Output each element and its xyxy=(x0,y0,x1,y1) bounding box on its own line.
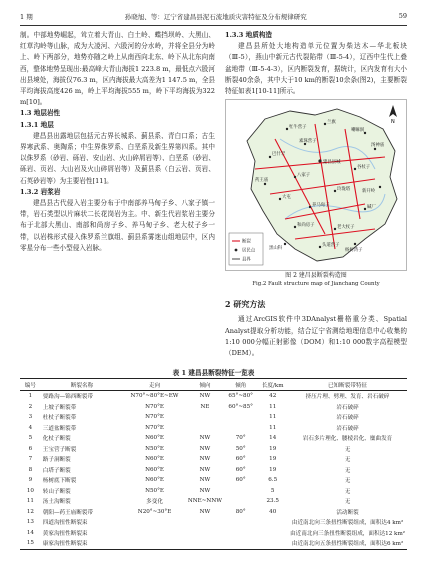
table-cell: 13 xyxy=(26,519,34,526)
table-cell: 白塔子断裂 xyxy=(42,467,71,474)
place-label: 巴什罕 xyxy=(272,152,286,158)
table-cell: 10 xyxy=(26,487,34,494)
paragraph-magmatic: 建昌县古代侵入岩主要分布于中南部养马甸子乡、八家子镇一带，岩石类型以片麻状二长花岗岩为主。中、新生代岩浆岩主要分布于北部大黑山、南部和尚房子乡、养马甸子乡、老大杖子乡一带，以岩株形式侵入侏罗系兰旗组、蓟县系雾迷山组地层中，区内零星分布一些小型侵入岩脉。 xyxy=(20,199,215,252)
heading-1-3-3: 1.3.3 地质构造 xyxy=(225,31,273,39)
running-header xyxy=(20,10,407,22)
table-cell: 由近南北向五条扭性断裂组成，面积达6 km² xyxy=(291,541,404,548)
place-label: 碱厂 xyxy=(367,205,376,211)
table-row xyxy=(20,412,407,423)
table-cell: 路子洞断裂 xyxy=(42,457,71,464)
table-cell xyxy=(123,517,186,528)
table-cell: 岩石破碎 xyxy=(336,425,359,432)
table-cell: 无 xyxy=(344,446,351,453)
table-cell: 11 xyxy=(269,414,277,421)
page-number: 59 xyxy=(398,12,407,20)
table-cell xyxy=(257,538,288,549)
table-cell: 15 xyxy=(26,540,34,547)
table-cell xyxy=(186,412,224,423)
table-cell: 三道盆断裂带 xyxy=(42,425,77,432)
table-cell: NW xyxy=(199,508,211,515)
issue-label: 1 期 xyxy=(20,12,33,21)
place-label: 兰旗 xyxy=(327,120,336,126)
table-cell: 19 xyxy=(269,445,277,452)
table-cell: 9 xyxy=(28,477,33,484)
table-cell: N60°E xyxy=(145,477,164,484)
table-cell xyxy=(224,423,257,434)
table-cell: 60° xyxy=(235,466,246,473)
table-cell: NW xyxy=(199,445,211,452)
table-cell: 7 xyxy=(28,456,33,463)
table-cell: 14 xyxy=(269,435,277,442)
table-cell xyxy=(123,538,186,549)
table-row xyxy=(20,454,407,465)
col-header: 长度/km xyxy=(261,382,284,389)
table-row xyxy=(20,486,407,497)
table-cell xyxy=(186,423,224,434)
table-cell xyxy=(257,528,288,539)
table-cell: N60°E xyxy=(145,435,164,442)
table-cell: 3 xyxy=(28,414,33,421)
table-cell: 杜杖子断裂带 xyxy=(42,415,77,422)
paragraph-terrain: 制。中部地势崛起，耸立着大青山、白土岭、蝶挡坝岭、大黑山、红草沟岭等山脉，成为大凌河、六股河的分水岭，并将全县分为岭上、岭下两部分，地势亦随之岭上从南西向北东、岭下从北东向南西，整体地势呈现出:最高峰大青山海拔1 223.8 m，最低点六股河出县境处，海拔仅76.3 m，区内海拔最大高差为1 147.5 m，全县平均海拔高度426 m，岭上平均海拔555 m，岭下平均海拔为322 m[10]。 xyxy=(20,31,216,107)
table-cell: 黄家沟扭性断裂束 xyxy=(42,530,88,537)
table-cell: 化杖子断裂 xyxy=(42,436,71,443)
table-cell xyxy=(186,528,224,539)
col-header: 已知断裂带特征 xyxy=(327,382,368,389)
table-cell: N70°E xyxy=(145,403,164,410)
table-cell: N70°~80°E~EW xyxy=(130,393,179,400)
table-cell: 19 xyxy=(269,466,277,473)
table-cell: 11 xyxy=(269,403,277,410)
table-cell: 50° xyxy=(235,445,246,452)
table-cell: 5 xyxy=(28,435,33,442)
table-cell: 12 xyxy=(26,508,34,515)
legend-fault: 断裂 xyxy=(242,239,251,245)
place-label: 牤牛营子 xyxy=(289,125,307,131)
paragraph-structure: 建昌县所处大地构造单元位置为柴达木—华北板块（Ⅲ-5），燕山中新元古代裂陷带（Ⅲ-5-4），辽西中生代上叠盆地带（Ⅲ-5-4-3），区内断裂发育，据统计，区内发育有大小断裂40余条，其中大于10 km的断裂10余条(图2)，主要断裂特征如表1[10-11]所示。 xyxy=(225,42,407,96)
table-cell: 60° xyxy=(235,477,246,484)
place-label: 和尚房子 xyxy=(297,223,315,229)
place-label: 杨树湾子 xyxy=(345,248,363,254)
table-cell: NW xyxy=(199,487,211,494)
table-row xyxy=(20,465,407,476)
table-row xyxy=(20,517,407,528)
table-cell: 2 xyxy=(28,403,33,410)
table-cell: 汤土沟断裂 xyxy=(42,499,71,506)
table-row xyxy=(20,507,407,518)
table-cell xyxy=(224,538,257,549)
table-cell: 无 xyxy=(344,478,351,485)
place-label: 汤神庙 xyxy=(371,143,385,149)
place-label: 玲珑塔 xyxy=(337,187,351,193)
fault-map-figure xyxy=(225,99,407,271)
table-row xyxy=(20,528,407,539)
table-cell: 杨树底下断裂 xyxy=(42,478,77,485)
table-row xyxy=(20,538,407,549)
table-cell: 无 xyxy=(344,457,351,464)
table-cell: 4 xyxy=(28,424,33,431)
section-2-heading: 2 研究方法 xyxy=(225,299,266,310)
table-cell: NW xyxy=(199,477,211,484)
table-cell: 由近南北向三条扭性断裂组成，面积达12 km² xyxy=(290,530,405,537)
table-cell: 6.5 xyxy=(268,477,278,484)
table-cell: 挤压片理、劈理、发育、岩石破碎 xyxy=(305,394,390,401)
table-cell: NW xyxy=(199,393,211,400)
table-row xyxy=(20,496,407,507)
table-cell: 40 xyxy=(269,508,277,515)
table-cell: 65°~80° xyxy=(228,393,253,400)
col-header: 编号 xyxy=(24,382,36,389)
table-cell: 19 xyxy=(269,456,277,463)
table-title: 表 1 建昌县断裂特征一览表 xyxy=(172,369,255,377)
col-header: 倾角 xyxy=(235,382,247,389)
table-cell: N50°E xyxy=(145,445,164,452)
table-row xyxy=(20,433,407,444)
table-cell: 岩石破碎 xyxy=(336,415,359,422)
table-cell: 上坡子断裂带 xyxy=(42,404,77,411)
table-row xyxy=(20,391,407,402)
table-cell xyxy=(186,538,224,549)
table-cell: 1 xyxy=(28,393,33,400)
place-label: 养马甸子 xyxy=(312,203,330,209)
table-cell: 14 xyxy=(26,529,34,536)
place-label: 新开岭 xyxy=(362,189,376,195)
right-column xyxy=(225,30,407,359)
place-label: 喇嘛洞 xyxy=(351,128,365,134)
place-label: 药王庙 xyxy=(255,178,269,184)
table-cell: N50°E xyxy=(145,487,164,494)
legend-boundary: 县界 xyxy=(242,257,251,263)
left-column xyxy=(20,30,215,254)
table-cell: 5 xyxy=(270,487,275,494)
table-cell: NW xyxy=(199,466,211,473)
table-cell: 四道沟扭性断裂束 xyxy=(42,520,88,527)
table-cell: 无 xyxy=(344,499,351,506)
table-row xyxy=(20,402,407,413)
table-cell: 康家沟扭性断裂束 xyxy=(42,541,88,548)
table-cell xyxy=(224,486,257,497)
legend-settlement: 居民点 xyxy=(242,248,256,254)
svg-text:N: N xyxy=(391,119,395,126)
table-cell xyxy=(224,517,257,528)
map-legend xyxy=(229,233,263,265)
place-label: 建昌县城 xyxy=(323,160,341,166)
place-label: 老大杖子 xyxy=(337,225,355,231)
table-cell: NW xyxy=(199,456,211,463)
col-header: 走向 xyxy=(148,382,161,389)
table-cell: 由近南北向三条扭性断裂组成，面积达4 km² xyxy=(291,520,404,527)
place-label: 大屯 xyxy=(282,195,291,201)
heading-1-3-2: 1.3.2 岩浆岩 xyxy=(20,187,61,196)
figure-caption-en: Fig.2 Fault structure map of Jianchang County xyxy=(252,281,380,288)
header-rule xyxy=(20,25,407,26)
table-cell: 转山子断裂 xyxy=(42,488,71,495)
table-cell: 8 xyxy=(28,466,33,473)
place-label: 素珠营子 xyxy=(299,139,317,145)
place-label: 八家子 xyxy=(297,173,311,179)
table-cell: N70°E xyxy=(145,424,164,431)
heading-1-3-1: 1.3.1 地层 xyxy=(20,120,54,129)
figure-caption-cn: 图 2 建昌县断裂构造图 xyxy=(285,272,347,280)
table-cell xyxy=(123,528,186,539)
table-cell: 活动断裂 xyxy=(336,509,359,516)
paragraph-strata: 建昌县出露地层包括元古界长城系、蓟县系、青白口系；古生界寒武系、奥陶系；中生界侏罗系、白垩系及新生界第四系。其中以侏罗系（砂岩、砾岩、安山岩、火山碎屑岩等）、白垩系（砂岩、砾岩、页岩、大山岩及火山碎屑岩等）及蓟县系（白云岩、页岩、石英砂岩等）为主要岩性[11]。 xyxy=(20,131,215,185)
table-cell: NE xyxy=(200,403,210,410)
table-cell: N70°E xyxy=(145,414,164,421)
table-cell: N60°E xyxy=(145,456,164,463)
table-cell: NW xyxy=(199,435,211,442)
place-label: 谷杖子 xyxy=(357,165,371,171)
place-label: 头道营子 xyxy=(322,243,340,249)
table-cell: 无 xyxy=(344,488,351,495)
table-cell: 80° xyxy=(235,508,246,515)
table-cell: 6 xyxy=(28,445,33,452)
table-cell: 王宝营子断裂 xyxy=(42,446,77,453)
table-cell xyxy=(186,517,224,528)
table-cell: 11 xyxy=(269,424,277,431)
table-cell: 无 xyxy=(344,467,351,474)
table-row xyxy=(20,423,407,434)
table-cell: 60° xyxy=(235,456,246,463)
col-header: 倾向 xyxy=(199,382,211,389)
table-cell xyxy=(224,496,257,507)
table-row xyxy=(20,475,407,486)
paragraph-method: 通过ArcGIS软件中3DAnalyst栅格重分类、Spatial Analyst提取分析功能，结合辽宁省测绘地理信息中心收集的1:10 000分幅正射影像（DOM）和1:10 000数字高程模型（DEM）。 xyxy=(225,315,407,358)
place-label: 黑山科 xyxy=(269,246,283,252)
table-cell: N20°~30°E xyxy=(137,508,172,515)
table-cell: 岩石破碎 xyxy=(336,404,359,411)
table-cell: 11 xyxy=(26,498,34,505)
fault-table xyxy=(20,378,407,550)
heading-1-3: 1.3 地层岩性 xyxy=(20,109,61,118)
fault-map xyxy=(225,99,407,271)
table-cell: 70° xyxy=(235,435,246,442)
table-cell xyxy=(224,412,257,423)
table-cell: 42 xyxy=(269,393,277,400)
table-cell xyxy=(224,528,257,539)
table-cell: 23.5 xyxy=(266,498,279,505)
table-cell: 朝阳—药王庙断裂带 xyxy=(42,509,94,516)
table-row xyxy=(20,444,407,455)
col-header: 断裂名称 xyxy=(70,382,94,389)
table-cell: 多变化 xyxy=(146,499,163,506)
table-cell: 要路沟—锦西断裂带 xyxy=(42,394,94,401)
table-cell: NNE~NNW xyxy=(187,498,222,505)
table-cell: 60°~85° xyxy=(228,403,253,410)
header-title: 孙晓旭、等：辽宁省建昌县泥石流地质灾害特征及分布规律研究 xyxy=(124,12,307,21)
table-cell: N60°E xyxy=(145,466,164,473)
table-cell xyxy=(257,517,288,528)
table-header-row xyxy=(20,379,407,391)
table-cell: 岩石多片理化、腰棱岩化、糜曲发育 xyxy=(302,436,393,443)
